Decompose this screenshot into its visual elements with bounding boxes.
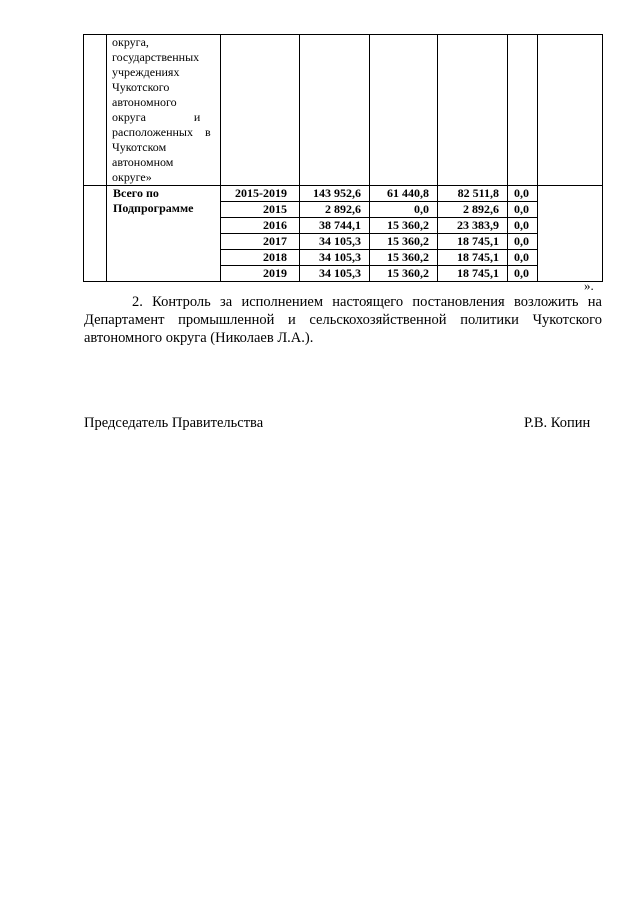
year-cell: 2015 — [221, 202, 300, 218]
signatory-title: Председатель Правительства — [84, 415, 264, 431]
description-line: государственных — [112, 50, 200, 64]
col4-cell-empty — [508, 35, 538, 186]
col4-cell: 0,0 — [508, 250, 538, 266]
col2-cell: 15 360,2 — [370, 218, 438, 234]
col5-cell-empty — [538, 35, 603, 186]
col4-cell: 0,0 — [508, 218, 538, 234]
description-line: Чукотском — [112, 140, 167, 154]
year-cell: 2019 — [221, 266, 300, 282]
description-line: расположенных в — [112, 125, 211, 139]
total-cell: 34 105,3 — [300, 266, 370, 282]
total-cell: 34 105,3 — [300, 234, 370, 250]
col4-cell: 0,0 — [508, 202, 538, 218]
col4-cell: 0,0 — [508, 234, 538, 250]
total-cell: 2 892,6 — [300, 202, 370, 218]
year-cell: 2018 — [221, 250, 300, 266]
year-cell-empty — [221, 35, 300, 186]
description-row — [84, 35, 603, 186]
total-label-cell — [107, 186, 221, 282]
col2-cell: 15 360,2 — [370, 266, 438, 282]
col3-cell: 82 511,8 — [438, 186, 508, 202]
body-paragraph: 2. Контроль за исполнением настоящего постановления возложить на Департамент промышленной и сельскохозяйственной политики Чукотского автономного округа (Николаев Л.А.). — [84, 294, 602, 346]
year-cell: 2015-2019 — [221, 186, 300, 202]
description-line: Чукотского — [112, 80, 170, 94]
col3-cell: 2 892,6 — [438, 202, 508, 218]
col3-cell: 23 383,9 — [438, 218, 508, 234]
col2-cell: 61 440,8 — [370, 186, 438, 202]
description-line: автономном — [112, 155, 174, 169]
total-cell: 34 105,3 — [300, 250, 370, 266]
col3-cell: 18 745,1 — [438, 250, 508, 266]
col2-cell: 15 360,2 — [370, 250, 438, 266]
col4-cell: 0,0 — [508, 266, 538, 282]
total-cell: 38 744,1 — [300, 218, 370, 234]
col2-cell: 15 360,2 — [370, 234, 438, 250]
description-line: автономного — [112, 95, 177, 109]
total-label-line2: Подпрограмме — [113, 201, 194, 215]
col2-cell: 0,0 — [370, 202, 438, 218]
signatory-name: Р.В. Копин — [524, 415, 591, 431]
closing-quote: ». — [584, 278, 594, 293]
col4-cell: 0,0 — [508, 186, 538, 202]
total-cell-empty — [300, 35, 370, 186]
col3-cell-empty — [438, 35, 508, 186]
total-label-line1: Всего по — [113, 186, 159, 200]
total-cell: 143 952,6 — [300, 186, 370, 202]
col3-cell: 18 745,1 — [438, 234, 508, 250]
description-line: округа, — [112, 35, 149, 49]
year-cell: 2016 — [221, 218, 300, 234]
description-line: учреждениях — [112, 65, 180, 79]
table-row — [84, 186, 603, 202]
index-cell — [84, 35, 107, 186]
description-line: округе» — [112, 170, 152, 184]
col3-cell: 18 745,1 — [438, 266, 508, 282]
col2-cell-empty — [370, 35, 438, 186]
col5-cell-empty — [538, 186, 603, 282]
description-cell — [107, 35, 221, 186]
year-cell: 2017 — [221, 234, 300, 250]
index-cell — [84, 186, 107, 282]
description-line: округа и — [112, 110, 201, 124]
budget-table — [83, 34, 603, 282]
